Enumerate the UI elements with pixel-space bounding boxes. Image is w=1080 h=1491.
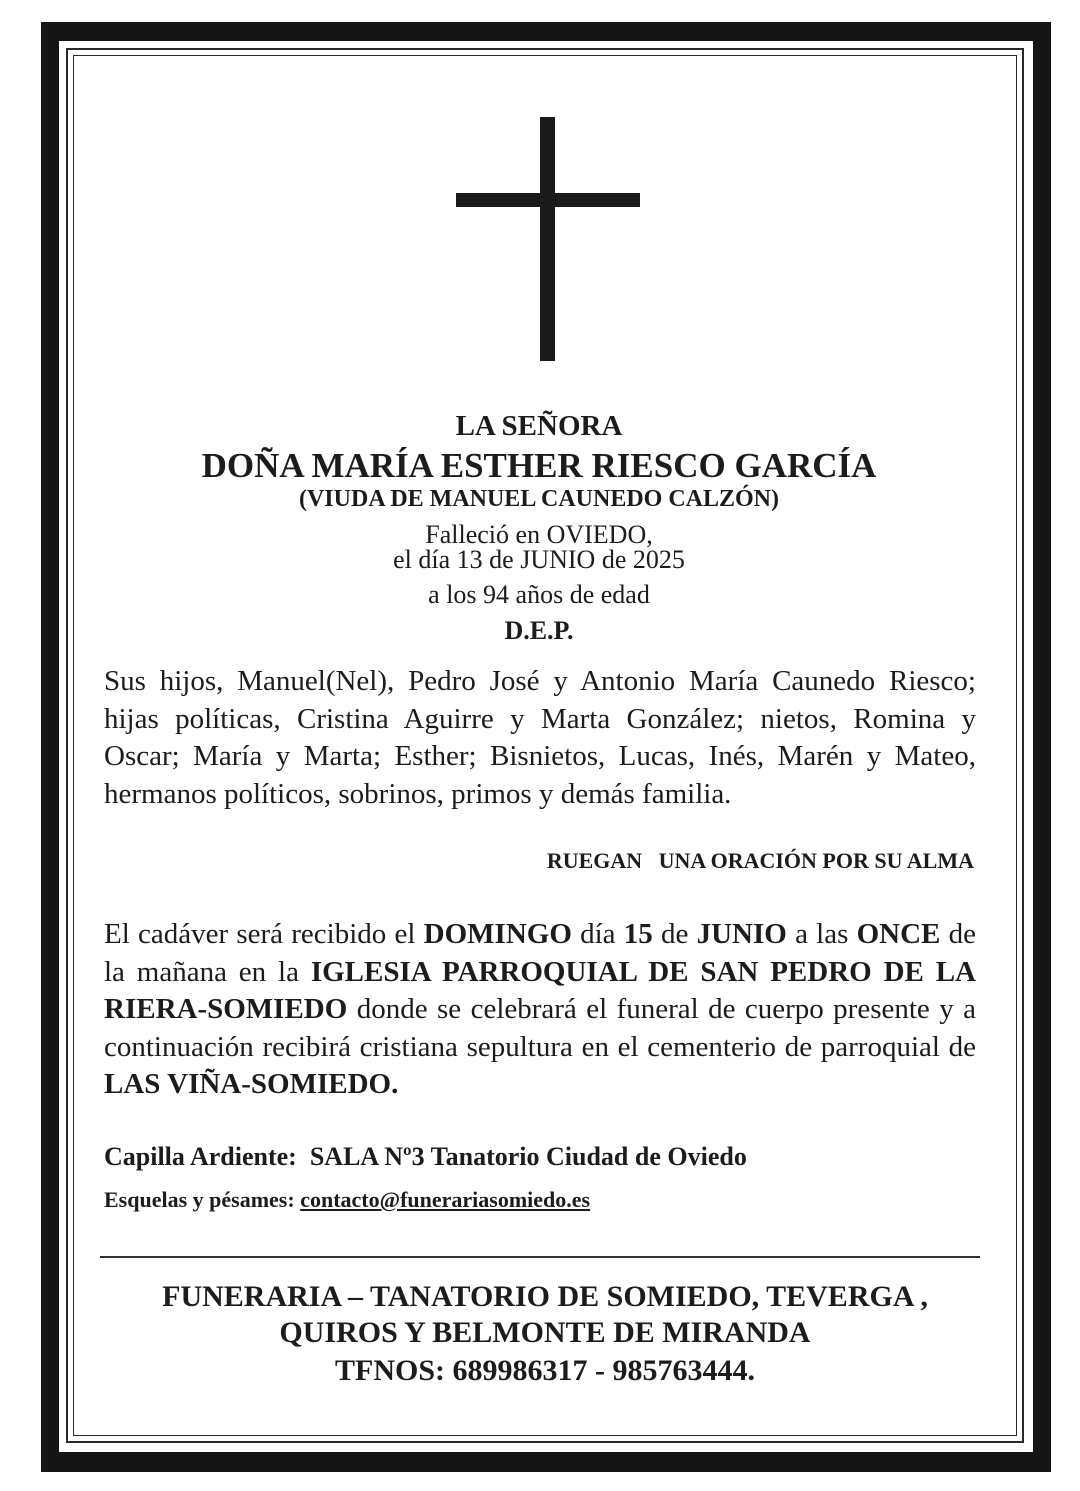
- place-of-death: Falleció en OVIEDO,: [425, 520, 653, 549]
- service-text-5: de la mañana en la: [104, 918, 977, 988]
- contact-label: Esquelas y pésames:: [104, 1187, 301, 1212]
- rip-text: D.E.P.: [504, 616, 574, 645]
- contact-line: [104, 1187, 590, 1213]
- chapel-value: SALA Nº3 Tanatorio Ciudad de Oviedo: [309, 1142, 747, 1171]
- title-la-senora: LA SEÑORA: [455, 410, 623, 442]
- contact-email-link[interactable]: contacto@funerariasomiedo.es: [300, 1187, 591, 1212]
- service-text-1: El cadáver será recibido el: [104, 918, 424, 950]
- service-day: DOMINGO: [423, 918, 572, 950]
- service-paragraph: [104, 916, 976, 1104]
- service-text-3: de: [652, 918, 697, 950]
- prayer-request: RUEGAN UNA ORACIÓN POR SU ALMA: [546, 848, 974, 873]
- funeral-home-phones: TFNOS: 689986317 - 985763444.: [335, 1354, 755, 1387]
- deceased-name: DOÑA MARÍA ESTHER RIESCO GARCÍA: [201, 446, 877, 485]
- service-cemetery: LAS VIÑA-SOMIEDO.: [104, 1068, 399, 1100]
- funeral-home-line-1: FUNERARIA – TANATORIO DE SOMIEDO, TEVERGA ,: [162, 1280, 928, 1313]
- service-text-4: a las: [786, 918, 857, 950]
- chapel-label: Capilla Ardiente:: [104, 1142, 297, 1171]
- cross-vertical-bar: [540, 117, 555, 361]
- service-church: IGLESIA PARROQUIAL DE SAN PEDRO DE LA RIERA-SOMIEDO: [104, 955, 976, 1025]
- service-hour: ONCE: [856, 918, 941, 950]
- service-text-2: día: [571, 918, 624, 950]
- age-at-death: a los 94 años de edad: [428, 580, 650, 609]
- service-day-number: 15: [623, 918, 653, 950]
- service-text-6: donde se celebrará el funeral de cuerpo presente y a continuación recibirá cristiana sepultura en el cementerio de parroquial de: [104, 993, 976, 1063]
- service-month: JUNIO: [696, 918, 787, 950]
- chapel-line: [104, 1142, 747, 1172]
- date-of-death: el día 13 de JUNIO de 2025: [393, 545, 685, 574]
- funeral-home-line-2: QUIROS Y BELMONTE DE MIRANDA: [279, 1316, 811, 1349]
- family-paragraph: Sus hijos, Manuel(Nel), Pedro José y Antonio María Caunedo Riesco; hijas políticas, Cristina Aguirre y Marta González; nietos, Romina y Oscar; María y Marta; Esther; Bisnietos, Lucas, Inés, Marén y Mateo, hermanos políticos, sobrinos, primos y demás familia.: [104, 665, 976, 810]
- footer-divider: [100, 1256, 980, 1258]
- widow-of: (VIUDA DE MANUEL CAUNEDO CALZÓN): [298, 486, 780, 512]
- cross-horizontal-bar: [456, 193, 640, 207]
